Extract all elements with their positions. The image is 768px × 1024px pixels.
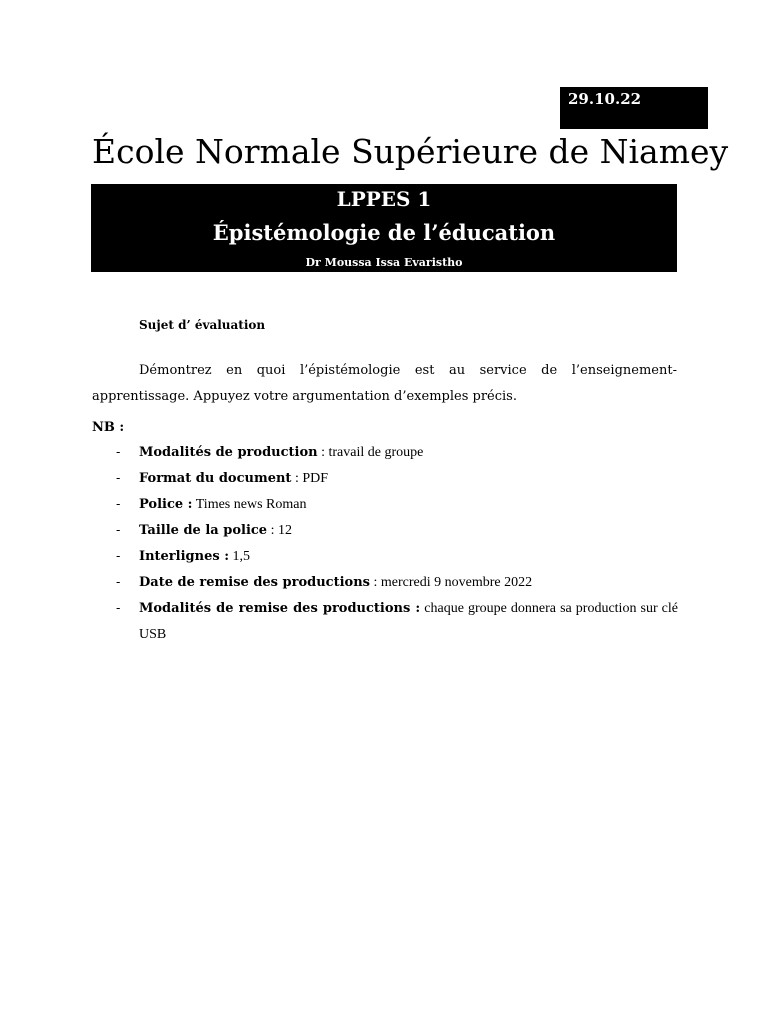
item-label: Format du document [139, 471, 292, 486]
instructions-list [92, 440, 678, 648]
item-value: chaque groupe donnera sa production sur clé USB [139, 601, 679, 642]
dash-bullet: - [116, 549, 121, 564]
date-text: 29.10.22 [568, 90, 642, 108]
list-item [92, 492, 678, 518]
item-value: 1,5 [229, 549, 250, 564]
item-value: : 12 [267, 523, 292, 538]
course-code: LPPES 1 [336, 187, 432, 211]
dash-bullet: - [116, 523, 121, 538]
list-item [92, 466, 678, 492]
nb-label: NB : [92, 420, 125, 435]
list-item [92, 544, 678, 570]
dash-bullet: - [116, 575, 121, 590]
list-item [92, 570, 678, 596]
sujet-heading: Sujet d’ évaluation [139, 318, 266, 332]
teacher-name: Dr Moussa Issa Evaristho [305, 256, 463, 269]
item-label: Modalités de production [139, 445, 318, 460]
list-item [92, 596, 678, 648]
dash-bullet: - [116, 445, 121, 460]
dash-bullet: - [116, 601, 121, 616]
item-label: Police : [139, 497, 193, 512]
item-label: Taille de la police [139, 523, 268, 538]
assignment-statement: Démontrez en quoi l’épistémologie est au service de l’enseignement-apprentissage. Appuyez votre argumentation d’exemples précis. [92, 363, 677, 404]
item-label: Interlignes : [139, 549, 229, 564]
item-label: Modalités de remise des productions : [139, 601, 421, 616]
list-item [92, 440, 678, 466]
item-value: : PDF [291, 471, 329, 486]
course-banner [91, 184, 677, 272]
dash-bullet: - [116, 471, 121, 486]
course-subject: Épistémologie de l’éducation [212, 220, 556, 245]
school-title: École Normale Supérieure de Niamey [92, 132, 729, 171]
date-box [560, 87, 708, 129]
item-value: : mercredi 9 novembre 2022 [369, 575, 533, 590]
list-item [92, 518, 678, 544]
dash-bullet: - [116, 497, 121, 512]
item-value: : travail de groupe [317, 445, 424, 460]
item-label: Date de remise des productions [139, 575, 370, 590]
item-value: Times news Roman [192, 497, 307, 512]
